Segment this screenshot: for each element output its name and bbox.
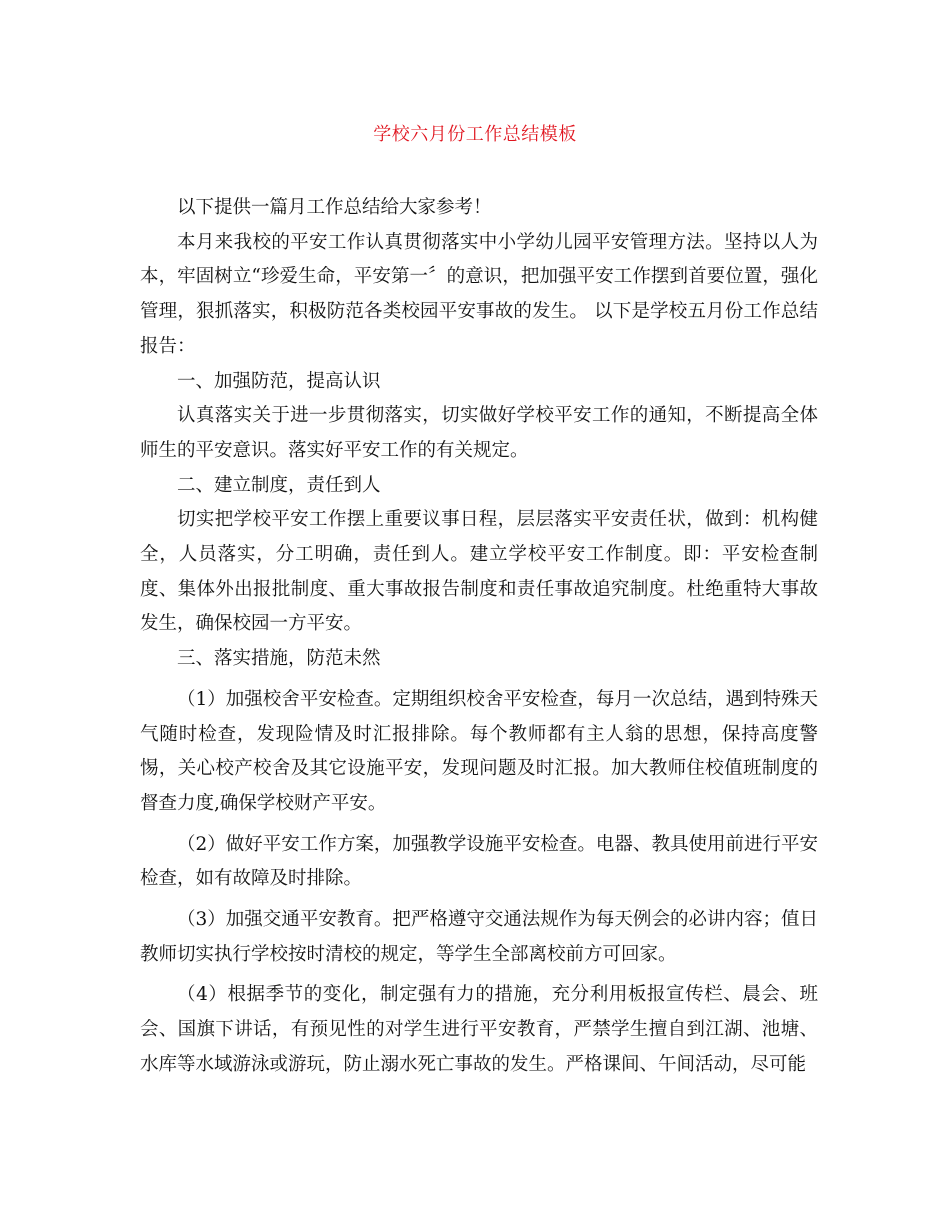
list-item-1: （1）加强校舍平安检查。定期组织校舍平安检查，每月一次总结，遇到特殊天气随时检查，发现险情及时汇报排除。每个教师都有主人翁的思想，保持高度警惕，关心校产校舍及其它设施平安，发现问题及时汇报。加大教师住校值班制度的督查力度,确保学校财产平安。: [140, 688, 818, 814]
paragraph-section-2: 切实把学校平安工作摆上重要议事日程，层层落实平安责任状，做到：机构健全，人员落实，分工明确，责任到人。建立学校平安工作制度。即：平安检查制度、集体外出报批制度、重大事故报告制度和责任事故追究制度。杜绝重特大事故发生，确保校园一方平安。: [140, 509, 818, 635]
list-item-2: （2）做好平安工作方案，加强教学设施平安检查。电器、教具使用前进行平安检查，如有故障及时排除。: [140, 833, 818, 890]
document-body: [140, 191, 818, 1083]
paragraph-overview: 本月来我校的平安工作认真贯彻落实中小学幼儿园平安管理方法。坚持以人为本，牢固树立“珍爱生命，平安第一〞的意识，把加强平安工作摆到首要位置，强化管理，狠抓落实，积极防范各类校园平安事故的发生。 以下是学校五月份工作总结报告：: [140, 231, 818, 357]
list-item-3: （3）加强交通平安教育。把严格遵守交通法规作为每天例会的必讲内容；值日教师切实执行学校按时清校的规定，等学生全部离校前方可回家。: [140, 909, 818, 965]
section-heading-3: 三、落实措施，防范未然: [177, 648, 381, 670]
paragraph-section-1: 认真落实关于进一步贯彻落实，切实做好学校平安工作的通知，不断提高全体师生的平安意识。落实好平安工作的有关规定。: [140, 405, 818, 461]
list-item-4: （4）根据季节的变化，制定强有力的措施，充分利用板报宣传栏、晨会、班会、国旗下讲话，有预见性的对学生进行平安教育，严禁学生擅自到江湖、池塘、水库等水域游泳或游玩，防止溺水死亡事故的发生。严格课间、午间活动，尽可能: [140, 984, 818, 1075]
section-heading-1: 一、加强防范，提高认识: [177, 370, 381, 392]
document-title: 学校六月份工作总结模板: [373, 124, 577, 145]
paragraph-intro: 以下提供一篇月工作总结给大家参考！: [177, 197, 492, 218]
section-heading-2: 二、建立制度，责任到人: [177, 474, 381, 496]
